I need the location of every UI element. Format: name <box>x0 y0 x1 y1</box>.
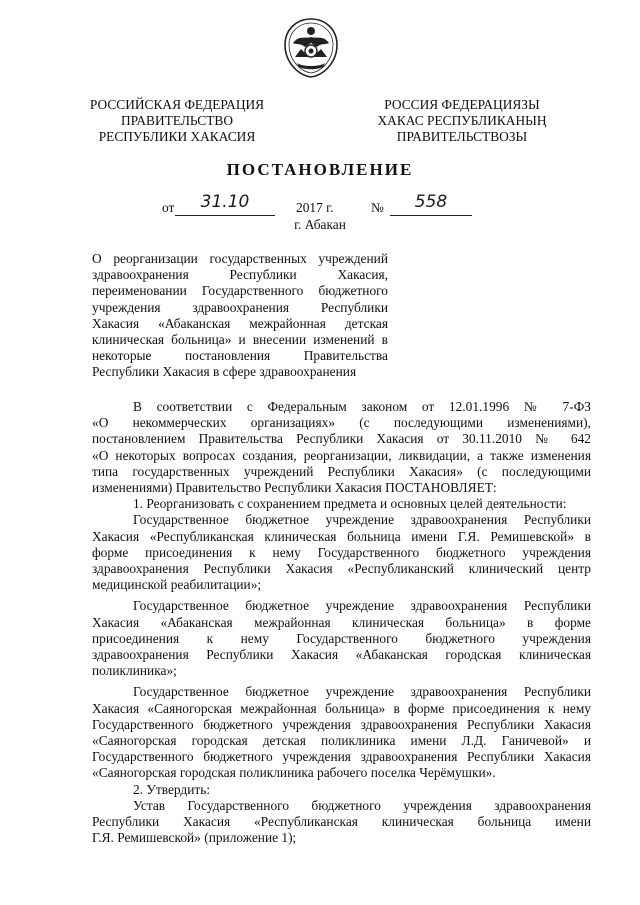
date-handwritten: 31.10 <box>200 192 250 212</box>
city-label: г. Абакан <box>294 217 346 232</box>
body-line: Г.Я. Ремишевской» (приложение 1); <box>92 830 297 846</box>
body-line: «О некоммерческих организациях» (с последующими изменениями), <box>92 415 591 431</box>
body-line: Хакасия «Абаканская межрайонная клиническая больница» в форме <box>92 614 591 630</box>
body-line: медицинской реабилитации»; <box>92 577 262 593</box>
body-line: 1. Реорганизовать с сохранением предмета и основных целей деятельности: <box>133 496 567 512</box>
subject-line: здравоохранения Республики Хакасия, <box>92 267 388 283</box>
header-right-line: ПРАВИТЕЛЬСТВОЗЫ <box>396 129 528 144</box>
body-line: форме присоединения к нему Государственного бюджетного учреждения <box>92 544 591 560</box>
paragraph-reorg-sayanogorsk <box>92 684 591 781</box>
paragraph-reorg-remishevskaya <box>92 512 591 593</box>
body-line: Государственное бюджетное учреждение здравоохранения Республики <box>133 512 591 528</box>
paragraph-charter <box>92 798 591 847</box>
body-line: изменениями) Правительство Республики Хакасия ПОСТАНОВЛЯЕТ: <box>92 480 497 496</box>
number-sign: № <box>371 200 384 215</box>
document-body <box>92 399 591 846</box>
header-right-khakas <box>362 97 562 145</box>
subject-line: учреждения здравоохранения Республики <box>92 299 388 315</box>
year-label: 2017 г. <box>296 200 334 215</box>
subject-line: Хакасия «Абаканская межрайонная детская <box>92 315 388 331</box>
document-title: ПОСТАНОВЛЕНИЕ <box>226 160 414 179</box>
header-right-line: РОССИЯ ФЕДЕРАЦИЯЗЫ <box>384 97 540 112</box>
date-from-label: от <box>162 200 175 215</box>
header-left-line: РЕСПУБЛИКИ ХАКАСИЯ <box>98 129 256 144</box>
body-line: Республики Хакасия «Республиканская клиническая больница имени <box>92 814 591 830</box>
body-line: Государственного бюджетного учреждения здравоохранения Республики Хакасия <box>92 716 591 732</box>
paragraph-item-2 <box>92 782 591 798</box>
body-line: типа государственных учреждений Республики Хакасия» (с последующими <box>92 463 591 479</box>
header-right-line: ХАКАС РЕСПУБЛИКАНЫҢ <box>377 113 547 128</box>
coat-of-arms-emblem <box>283 17 339 79</box>
paragraph-preamble <box>92 399 591 496</box>
date-number-line <box>0 192 640 219</box>
subject-line: переименовании Государственного бюджетного <box>92 283 388 299</box>
body-line: постановлением Правительства Республики Хакасия от 30.11.2010 № 642 <box>92 431 591 447</box>
body-line: здравоохранения Республики Хакасия «Республиканский клинический центр <box>92 561 591 577</box>
number-field <box>390 192 472 216</box>
body-line: 2. Утвердить: <box>133 781 211 797</box>
body-line: Государственное бюджетное учреждение здравоохранения Республики <box>133 684 591 700</box>
paragraph-item-1 <box>92 496 591 512</box>
subject-line: О реорганизации государственных учреждений <box>92 251 388 266</box>
paragraph-reorg-abakan <box>92 598 591 679</box>
body-line: «Саяногорская городская детская поликлиника имени Л.Д. Ганичевой» и <box>92 733 591 749</box>
body-line: «О некоторых вопросах создания, реорганизации, ликвидации, а также изменения <box>92 447 591 463</box>
body-line: присоединения к нему Государственного бюджетного учреждения <box>92 630 591 646</box>
subject-line: некоторые постановления Правительства <box>92 348 388 364</box>
header-left-line: РОССИЙСКАЯ ФЕДЕРАЦИЯ <box>89 97 265 112</box>
body-line: здравоохранения Республики Хакасия «Абаканская городская клиническая <box>92 647 591 663</box>
body-line: «Саяногорская городская поликлиника рабочего поселка Черёмушки». <box>92 765 496 781</box>
body-line: Государственного бюджетного учреждения здравоохранения Республики Хакасия <box>92 749 591 765</box>
body-line: В соответствии с Федеральным законом от 12.01.1996 № 7-ФЗ <box>133 399 591 414</box>
body-line: Устав Государственного бюджетного учреждения здравоохранения <box>133 797 591 813</box>
number-handwritten: 558 <box>414 192 448 212</box>
resolution-subject <box>92 251 388 381</box>
body-line: Государственное бюджетное учреждение здравоохранения Республики <box>133 598 591 614</box>
header-left-line: ПРАВИТЕЛЬСТВО <box>120 113 233 128</box>
header-left-russian <box>82 97 272 145</box>
date-field <box>175 192 275 216</box>
body-line: Хакасия «Республиканская клиническая больница имени Г.Я. Ремишевской» в <box>92 528 591 544</box>
subject-line: клиническая больница» и внесении изменений в <box>92 332 388 348</box>
subject-line: Республики Хакасия в сфере здравоохранения <box>92 364 357 380</box>
body-line: Хакасия «Саяногорская межрайонная больница» в форме присоединения к нему <box>92 700 591 716</box>
body-line: поликлиника»; <box>92 663 177 679</box>
